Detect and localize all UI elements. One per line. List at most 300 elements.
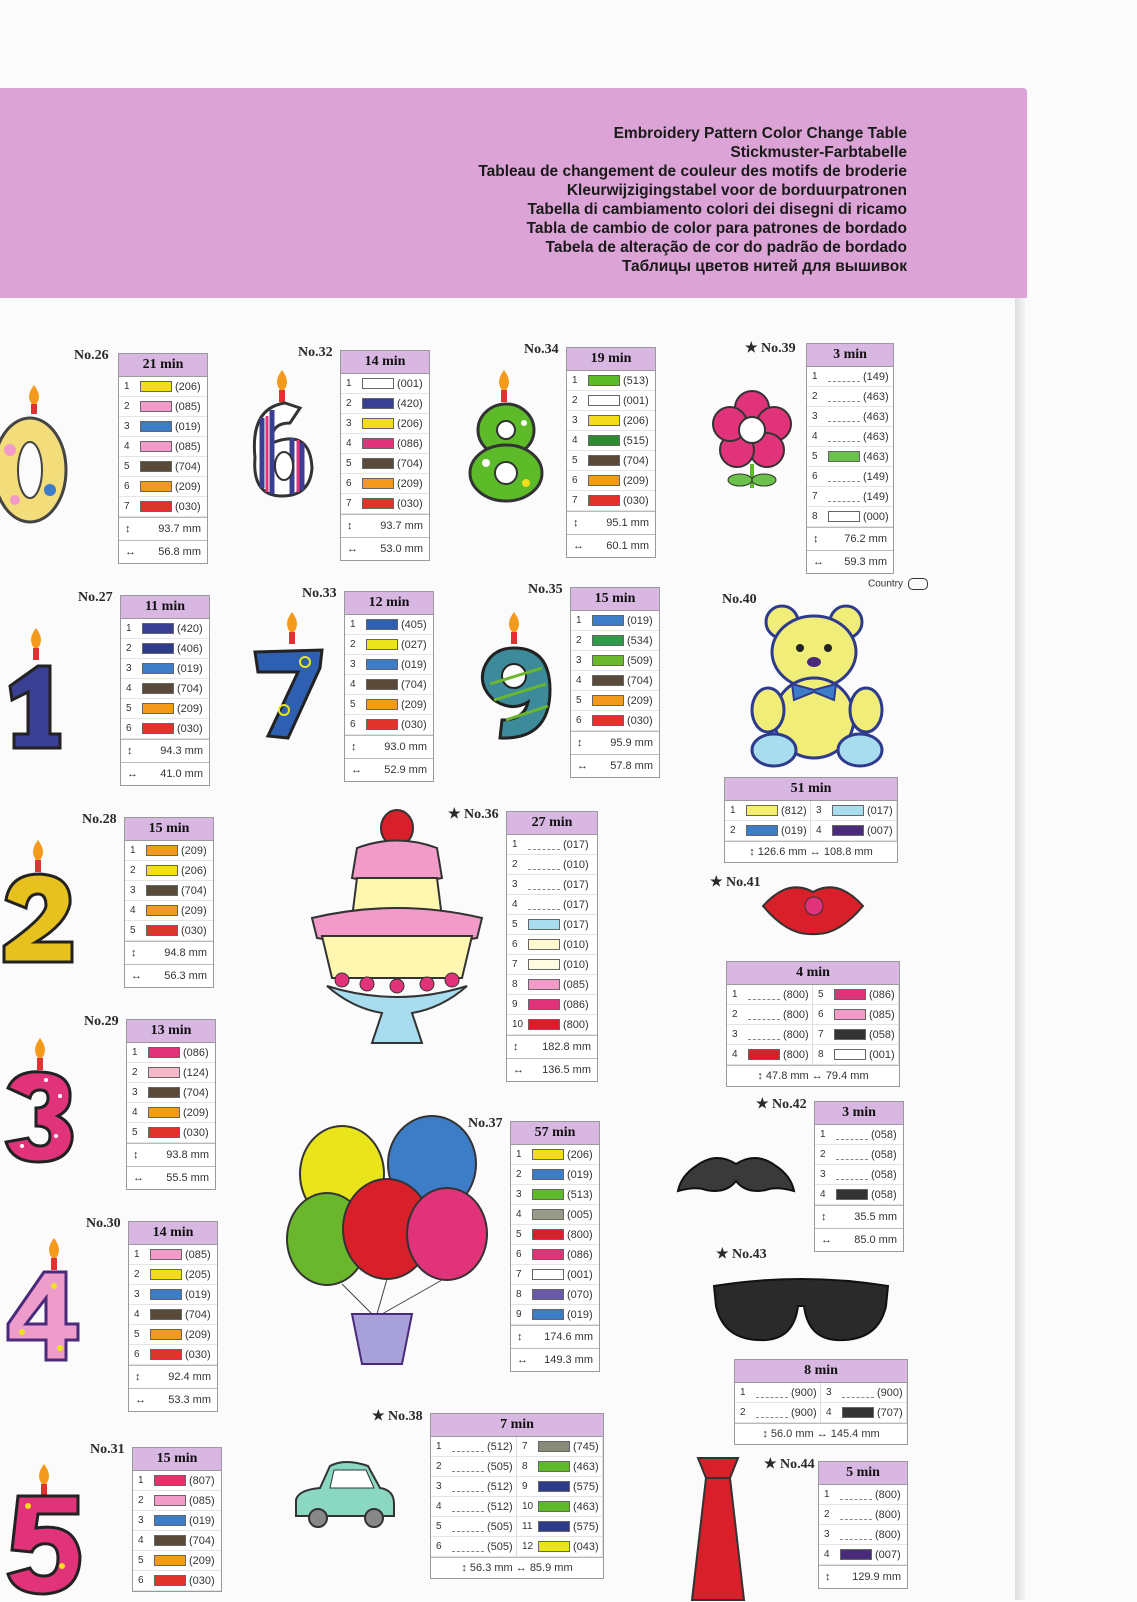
- color-step-number: 7: [522, 1441, 528, 1452]
- height-row: [127, 1143, 215, 1166]
- height-value: 92.4 mm: [168, 1371, 211, 1383]
- title-de: Stickmuster-Farbtabelle: [730, 144, 907, 161]
- width-row: [345, 758, 433, 781]
- color-step-number: 2: [732, 1009, 738, 1020]
- color-step-number: 2: [346, 398, 352, 409]
- color-table-31: [132, 1447, 222, 1592]
- height-value: 93.0 mm: [384, 741, 427, 753]
- color-step-number: 4: [732, 1049, 738, 1060]
- color-row: [807, 407, 893, 427]
- thread-code: (800): [875, 1528, 901, 1541]
- stitch-time: 12 min: [345, 592, 433, 615]
- height-row: [341, 514, 429, 537]
- color-row: [129, 1245, 217, 1265]
- thread-code: (704): [397, 457, 423, 470]
- color-row: [727, 985, 813, 1005]
- color-row: [507, 995, 597, 1015]
- color-step-number: 1: [576, 615, 582, 626]
- thread-code: (420): [397, 397, 423, 410]
- thread-code: (149): [863, 490, 889, 503]
- stitch-line-swatch: [836, 1149, 868, 1160]
- color-swatch: [142, 623, 174, 634]
- title-nl: Kleurwijzigingstabel voor de borduurpatronen: [566, 182, 907, 199]
- color-swatch: [154, 1475, 186, 1486]
- height-row: [125, 941, 213, 964]
- color-swatch: [828, 511, 860, 522]
- color-row: [121, 639, 209, 659]
- color-step-number: 5: [134, 1329, 140, 1340]
- candle-9-image: [472, 610, 562, 750]
- color-swatch: [146, 865, 178, 876]
- vertical-arrow-icon: ↕: [813, 533, 819, 545]
- stitch-line-swatch: [452, 1461, 484, 1472]
- color-row: [119, 497, 207, 517]
- color-step-number: 5: [512, 919, 518, 930]
- color-row: [813, 1025, 899, 1045]
- color-swatch: [840, 1549, 872, 1560]
- color-step-number: 3: [124, 421, 130, 432]
- color-table-43: [734, 1359, 908, 1445]
- vertical-arrow-icon: ↕: [577, 737, 583, 749]
- thread-code: (420): [177, 622, 203, 635]
- stitch-time: 14 min: [341, 351, 429, 374]
- color-step-number: 7: [812, 491, 818, 502]
- stitch-time: 3 min: [807, 344, 893, 367]
- color-step-number: 5: [346, 458, 352, 469]
- color-table-33: [344, 591, 434, 782]
- color-row: [735, 1403, 821, 1423]
- color-step-number: 4: [812, 431, 818, 442]
- color-step-number: 8: [516, 1289, 522, 1300]
- pattern-42-label: ★ No.42: [756, 1097, 807, 1112]
- color-swatch: [150, 1289, 182, 1300]
- height-row: [345, 735, 433, 758]
- color-row: [345, 635, 433, 655]
- color-swatch: [140, 421, 172, 432]
- color-step-number: 5: [576, 695, 582, 706]
- color-step-number: 4: [572, 435, 578, 446]
- color-row: [571, 631, 659, 651]
- thread-code: (043): [573, 1540, 599, 1553]
- color-row: [129, 1305, 217, 1325]
- stitch-time: 15 min: [125, 818, 213, 841]
- thread-code: (534): [627, 634, 653, 647]
- color-swatch: [588, 435, 620, 446]
- color-row: [125, 841, 213, 861]
- thread-code: (505): [487, 1520, 513, 1533]
- color-swatch: [828, 451, 860, 462]
- color-step-number: 3: [346, 418, 352, 429]
- stitch-line-swatch: [452, 1501, 484, 1512]
- thread-code: (058): [871, 1148, 897, 1161]
- thread-code: (505): [487, 1460, 513, 1473]
- height-row: [571, 731, 659, 754]
- color-row: [345, 655, 433, 675]
- vertical-arrow-icon: ↕: [821, 1211, 827, 1223]
- color-row: [511, 1265, 599, 1285]
- color-row: [125, 881, 213, 901]
- thread-code: (512): [487, 1500, 513, 1513]
- color-row: [517, 1437, 603, 1457]
- vertical-arrow-icon: ↕: [133, 1149, 139, 1161]
- thread-code: (209): [623, 474, 649, 487]
- color-swatch: [588, 455, 620, 466]
- pattern-29-label: No.29: [84, 1014, 119, 1029]
- color-table-30: [128, 1221, 218, 1412]
- thread-code: (463): [863, 450, 889, 463]
- color-row: [511, 1165, 599, 1185]
- color-step-number: 4: [346, 438, 352, 449]
- color-swatch: [592, 635, 624, 646]
- thread-code: (030): [175, 500, 201, 513]
- color-row: [345, 675, 433, 695]
- color-step-number: 4: [816, 825, 822, 836]
- lips-image: [758, 878, 868, 938]
- color-swatch: [592, 715, 624, 726]
- color-step-number: 4: [826, 1407, 832, 1418]
- vertical-arrow-icon: ↕: [131, 947, 137, 959]
- thread-code: (058): [871, 1168, 897, 1181]
- color-swatch: [142, 683, 174, 694]
- thread-code: (010): [563, 958, 589, 971]
- color-row: [341, 394, 429, 414]
- teddy-bear-image: [744, 600, 894, 770]
- pattern-34-label: No.34: [524, 342, 559, 357]
- color-step-number: 6: [576, 715, 582, 726]
- thread-code: (030): [189, 1574, 215, 1587]
- color-step-number: 5: [818, 989, 824, 1000]
- color-table-38: [430, 1413, 604, 1579]
- thread-code: (206): [623, 414, 649, 427]
- color-swatch: [834, 1049, 866, 1060]
- color-step-number: 2: [132, 1067, 138, 1078]
- thread-code: (027): [401, 638, 427, 651]
- color-table-34: [566, 347, 656, 558]
- stitch-line-swatch: [528, 899, 560, 910]
- thread-code: (800): [563, 1018, 589, 1031]
- color-row: [507, 955, 597, 975]
- color-row: [807, 467, 893, 487]
- width-row: [125, 964, 213, 987]
- color-row: [341, 454, 429, 474]
- candle-5-image: [6, 1462, 86, 1602]
- color-row: [507, 835, 597, 855]
- color-swatch: [140, 481, 172, 492]
- dimensions-row: ↕ 126.6 mm ↔ 108.8 mm: [725, 841, 897, 862]
- thread-code: (704): [627, 674, 653, 687]
- color-swatch: [362, 418, 394, 429]
- color-row: [567, 431, 655, 451]
- height-value: 94.8 mm: [164, 947, 207, 959]
- color-table-35: [570, 587, 660, 778]
- color-table-44: [818, 1461, 908, 1589]
- thread-code: (030): [177, 722, 203, 735]
- candle-4-image: [4, 1236, 84, 1366]
- color-swatch: [140, 401, 172, 412]
- stitch-time: 13 min: [127, 1020, 215, 1043]
- pattern-40-label: No.40: [722, 592, 757, 607]
- stitch-time: 14 min: [129, 1222, 217, 1245]
- color-step-number: 3: [576, 655, 582, 666]
- color-row: [821, 1383, 907, 1403]
- pattern-44-label: ★ No.44: [764, 1457, 815, 1472]
- color-grid: [735, 1383, 907, 1423]
- color-row: [567, 451, 655, 471]
- width-value: 55.5 mm: [166, 1172, 209, 1184]
- color-row: [127, 1043, 215, 1063]
- thread-code: (017): [563, 838, 589, 851]
- color-row: [133, 1511, 221, 1531]
- color-step-number: 2: [730, 825, 736, 836]
- horizontal-arrow-icon: ↔: [821, 1234, 832, 1246]
- thread-code: (515): [623, 434, 649, 447]
- color-table-28: [124, 817, 214, 988]
- candle-6-image: [240, 368, 320, 503]
- color-row: [567, 411, 655, 431]
- color-step-number: 4: [820, 1189, 826, 1200]
- color-swatch: [532, 1249, 564, 1260]
- height-value: 182.8 mm: [542, 1041, 591, 1053]
- color-row: [567, 391, 655, 411]
- thread-code: (007): [867, 824, 893, 837]
- color-swatch: [746, 805, 778, 816]
- height-row: [511, 1325, 599, 1348]
- color-step-number: 1: [572, 375, 578, 386]
- width-value: 56.8 mm: [158, 546, 201, 558]
- color-step-number: 6: [572, 475, 578, 486]
- thread-code: (030): [627, 714, 653, 727]
- country-text: Country: [868, 578, 904, 590]
- color-swatch: [154, 1495, 186, 1506]
- pattern-38-label: ★ No.38: [372, 1409, 423, 1424]
- stitch-time: 15 min: [571, 588, 659, 611]
- color-row: [511, 1305, 599, 1325]
- thread-code: (704): [185, 1308, 211, 1321]
- stitch-time: 3 min: [815, 1102, 903, 1125]
- color-step-number: 2: [138, 1495, 144, 1506]
- color-row: [121, 619, 209, 639]
- horizontal-arrow-icon: ↔: [351, 764, 362, 776]
- color-swatch: [142, 663, 174, 674]
- color-row: [517, 1517, 603, 1537]
- height-value: 93.7 mm: [158, 523, 201, 535]
- color-row: [125, 861, 213, 881]
- color-step-number: 2: [812, 391, 818, 402]
- thread-code: (086): [397, 437, 423, 450]
- color-row: [727, 1025, 813, 1045]
- height-value: 35.5 mm: [854, 1211, 897, 1223]
- stitch-line-swatch: [452, 1481, 484, 1492]
- thread-code: (209): [183, 1106, 209, 1119]
- vertical-arrow-icon: ↕: [351, 741, 357, 753]
- thread-code: (900): [791, 1386, 817, 1399]
- color-swatch: [366, 719, 398, 730]
- thread-code: (505): [487, 1540, 513, 1553]
- vertical-arrow-icon: ↕: [127, 745, 133, 757]
- color-row: [507, 935, 597, 955]
- thread-code: (463): [863, 430, 889, 443]
- thread-code: (019): [175, 420, 201, 433]
- pattern-26-label: No.26: [74, 348, 109, 363]
- stitch-time: 11 min: [121, 596, 209, 619]
- color-step-number: 3: [824, 1529, 830, 1540]
- color-row: [127, 1083, 215, 1103]
- color-row: [507, 895, 597, 915]
- pattern-37-label: No.37: [468, 1116, 503, 1131]
- stitch-line-swatch: [836, 1129, 868, 1140]
- color-swatch: [532, 1229, 564, 1240]
- stitch-time: 27 min: [507, 812, 597, 835]
- color-row: [119, 417, 207, 437]
- height-value: 93.7 mm: [380, 520, 423, 532]
- color-table-40: [724, 777, 898, 863]
- height-row: [819, 1565, 907, 1588]
- flower-image: [712, 388, 792, 498]
- color-swatch: [592, 675, 624, 686]
- color-step-number: 6: [812, 471, 818, 482]
- color-swatch: [538, 1441, 570, 1452]
- width-value: 57.8 mm: [610, 760, 653, 772]
- color-grid: [431, 1437, 603, 1557]
- color-table-37: [510, 1121, 600, 1372]
- color-step-number: 3: [732, 1029, 738, 1040]
- thread-code: (019): [567, 1308, 593, 1321]
- stitch-line-swatch: [756, 1407, 788, 1418]
- thread-code: (001): [397, 377, 423, 390]
- pattern-30-label: No.30: [86, 1216, 121, 1231]
- color-row: [133, 1471, 221, 1491]
- color-step-number: 8: [512, 979, 518, 990]
- thread-code: (086): [183, 1046, 209, 1059]
- color-step-number: 5: [130, 925, 136, 936]
- color-step-number: 5: [436, 1521, 442, 1532]
- thread-code: (019): [185, 1288, 211, 1301]
- color-row: [815, 1165, 903, 1185]
- thread-code: (707): [877, 1406, 903, 1419]
- color-step-number: 9: [512, 999, 518, 1010]
- thread-code: (206): [175, 380, 201, 393]
- color-swatch: [142, 703, 174, 714]
- thread-code: (149): [863, 370, 889, 383]
- color-row: [571, 611, 659, 631]
- thread-code: (085): [175, 400, 201, 413]
- thread-code: (058): [869, 1028, 895, 1041]
- color-row: [815, 1185, 903, 1205]
- color-swatch: [154, 1575, 186, 1586]
- color-step-number: 5: [124, 461, 130, 472]
- thread-code: (007): [875, 1548, 901, 1561]
- color-swatch: [538, 1481, 570, 1492]
- width-row: [121, 762, 209, 785]
- color-grid: [727, 985, 899, 1065]
- color-row: [431, 1477, 517, 1497]
- thread-code: (001): [869, 1048, 895, 1061]
- color-step-number: 7: [512, 959, 518, 970]
- horizontal-arrow-icon: ↔: [577, 760, 588, 772]
- stitch-time: 15 min: [133, 1448, 221, 1471]
- color-row: [511, 1145, 599, 1165]
- color-step-number: 4: [576, 675, 582, 686]
- color-table-36: [506, 811, 598, 1082]
- horizontal-arrow-icon: ↔: [513, 1064, 524, 1076]
- color-step-number: 9: [522, 1481, 528, 1492]
- color-step-number: 11: [522, 1521, 533, 1532]
- color-step-number: 8: [818, 1049, 824, 1060]
- color-swatch: [366, 699, 398, 710]
- color-row: [727, 1005, 813, 1025]
- color-swatch: [832, 825, 864, 836]
- color-step-number: 3: [820, 1169, 826, 1180]
- color-step-number: 4: [132, 1107, 138, 1118]
- thread-code: (019): [627, 614, 653, 627]
- color-swatch: [150, 1329, 182, 1340]
- color-swatch: [362, 498, 394, 509]
- thread-code: (209): [181, 844, 207, 857]
- color-step-number: 7: [346, 498, 352, 509]
- color-row: [811, 801, 897, 821]
- color-step-number: 2: [820, 1149, 826, 1160]
- thread-code: (085): [175, 440, 201, 453]
- color-row: [813, 1005, 899, 1025]
- color-step-number: 6: [126, 723, 132, 734]
- color-step-number: 7: [124, 501, 130, 512]
- thread-code: (030): [623, 494, 649, 507]
- color-row: [517, 1537, 603, 1557]
- moustache-image: [676, 1146, 796, 1206]
- color-swatch: [140, 381, 172, 392]
- stitch-line-swatch: [528, 859, 560, 870]
- color-swatch: [362, 458, 394, 469]
- candle-0-image: [0, 380, 72, 530]
- thread-code: (086): [563, 998, 589, 1011]
- width-value: 149.3 mm: [544, 1354, 593, 1366]
- thread-code: (900): [791, 1406, 817, 1419]
- height-value: 95.1 mm: [606, 517, 649, 529]
- color-step-number: 2: [740, 1407, 746, 1418]
- thread-code: (206): [181, 864, 207, 877]
- color-table-26: [118, 353, 208, 564]
- color-step-number: 1: [516, 1149, 522, 1160]
- thread-code: (209): [397, 477, 423, 490]
- color-row: [819, 1505, 907, 1525]
- width-value: 136.5 mm: [542, 1064, 591, 1076]
- color-step-number: 4: [350, 679, 356, 690]
- thread-code: (512): [487, 1440, 513, 1453]
- color-step-number: 6: [346, 478, 352, 489]
- color-step-number: 7: [818, 1029, 824, 1040]
- color-swatch: [588, 415, 620, 426]
- color-swatch: [528, 959, 560, 970]
- color-swatch: [528, 999, 560, 1010]
- stitch-line-swatch: [756, 1387, 788, 1398]
- color-row: [121, 679, 209, 699]
- color-step-number: 10: [522, 1501, 534, 1512]
- stitch-line-swatch: [452, 1441, 484, 1452]
- color-step-number: 2: [516, 1169, 522, 1180]
- thread-code: (030): [183, 1126, 209, 1139]
- thread-code: (807): [189, 1474, 215, 1487]
- color-row: [431, 1437, 517, 1457]
- thread-code: (463): [863, 390, 889, 403]
- thread-code: (086): [567, 1248, 593, 1261]
- color-row: [815, 1145, 903, 1165]
- color-swatch: [366, 659, 398, 670]
- stitch-line-swatch: [748, 1009, 780, 1020]
- color-step-number: 3: [512, 879, 518, 890]
- color-step-number: 4: [138, 1535, 144, 1546]
- height-value: 93.8 mm: [166, 1149, 209, 1161]
- color-row: [813, 1045, 899, 1065]
